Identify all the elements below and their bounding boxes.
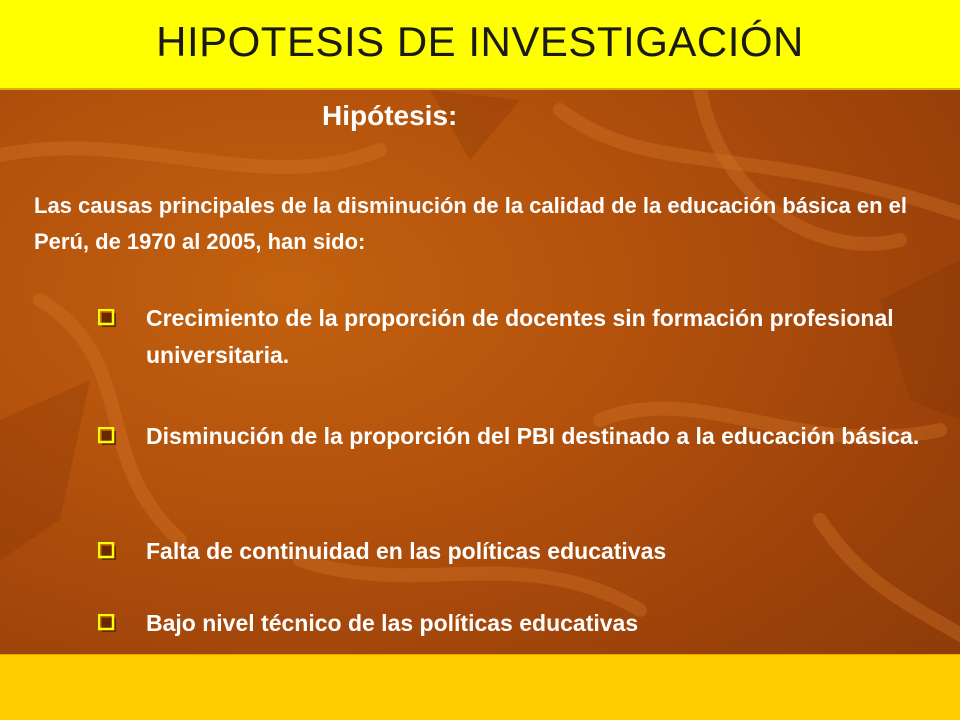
slide-title: HIPOTESIS DE INVESTIGACIÓN — [156, 18, 804, 65]
bullet-text: Crecimiento de la proporción de docentes sin formación profesional universitaria. — [146, 305, 894, 368]
section-heading: Hipótesis: — [322, 100, 458, 131]
footer-bar — [0, 654, 960, 720]
bullet-text: Falta de continuidad en las políticas educativas — [146, 538, 667, 564]
title-bar — [0, 0, 960, 90]
checkbox-bullet-icon — [98, 309, 118, 329]
checkbox-bullet-icon — [98, 427, 118, 447]
bullet-text: Bajo nivel técnico de las políticas educativas — [146, 610, 639, 636]
bullet-text: Disminución de la proporción del PBI destinado a la educación básica. — [146, 423, 920, 449]
checkbox-bullet-icon — [98, 614, 118, 634]
intro-paragraph: Las causas principales de la disminución de la calidad de la educación básica en el Perú, de 1970 al 2005, han sido: — [34, 193, 908, 254]
checkbox-bullet-icon — [98, 542, 118, 562]
